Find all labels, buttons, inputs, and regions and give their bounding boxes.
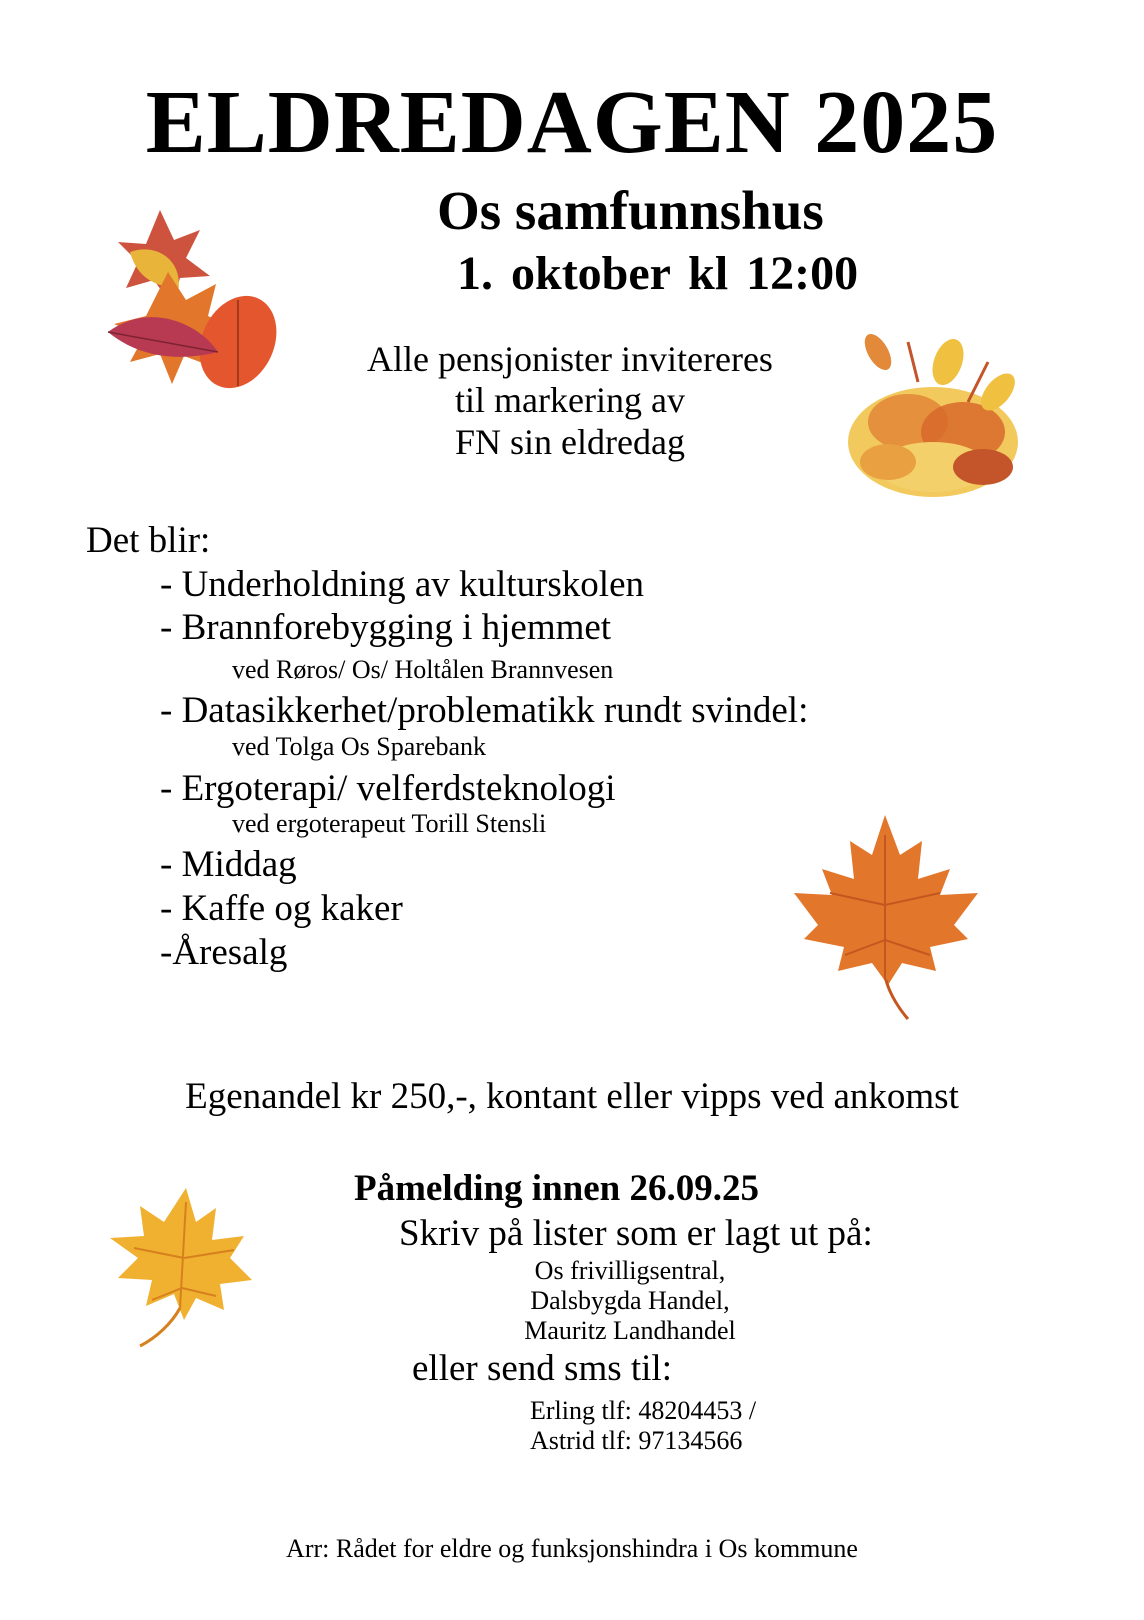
program-note-fire-service: ved Røros/ Os/ Holtålen Brannvesen — [232, 655, 614, 684]
program-item-coffee-cakes: - Kaffe og kaker — [160, 888, 403, 929]
program-item-dinner: - Middag — [160, 844, 297, 885]
event-date-time: 1. oktober kl 12:00 — [457, 247, 859, 300]
program-item-entertainment: - Underholdning av kulturskolen — [160, 564, 644, 605]
registration-place-3: Mauritz Landhandel — [524, 1316, 736, 1345]
program-note-bank: ved Tolga Os Sparebank — [232, 732, 487, 761]
orange-maple-leaf — [790, 815, 980, 1020]
registration-place-1: Os frivilligsentral, — [534, 1256, 726, 1285]
autumn-leaves-pile-top-right — [838, 322, 1028, 512]
contact-erling: Erling tlf: 48204453 / — [530, 1396, 757, 1425]
program-intro: Det blir: — [86, 520, 211, 561]
fee-info: Egenandel kr 250,-, kontant eller vipps ved ankomst — [185, 1076, 959, 1117]
program-item-occupational-therapy: - Ergoterapi/ velferdsteknologi — [160, 768, 616, 809]
autumn-leaves-cluster-top-left — [88, 192, 288, 392]
invitation-line-1: Alle pensjonister invitereres — [367, 339, 773, 379]
yellow-maple-leaf — [104, 1188, 254, 1348]
contact-astrid: Astrid tlf: 97134566 — [530, 1426, 743, 1455]
invitation-line-2: til markering av — [455, 380, 685, 420]
registration-instruction: Skriv på lister som er lagt ut på: — [399, 1213, 873, 1254]
registration-deadline: Påmelding innen 26.09.25 — [354, 1168, 759, 1209]
invitation-line-3: FN sin eldredag — [455, 422, 685, 462]
program-item-raffle: -Åresalg — [160, 932, 288, 973]
sms-intro: eller send sms til: — [412, 1348, 672, 1389]
venue: Os samfunnshus — [437, 180, 824, 241]
page-title: ELDREDAGEN 2025 — [145, 73, 999, 172]
program-item-data-security: - Datasikkerhet/problematikk rundt svindel: — [160, 690, 809, 731]
program-note-therapist: ved ergoterapeut Torill Stensli — [232, 809, 547, 838]
program-item-fire-prevention: - Brannforebygging i hjemmet — [160, 607, 612, 648]
organizer-footer: Arr: Rådet for eldre og funksjonshindra i Os kommune — [286, 1534, 858, 1563]
registration-place-2: Dalsbygda Handel, — [530, 1286, 730, 1315]
